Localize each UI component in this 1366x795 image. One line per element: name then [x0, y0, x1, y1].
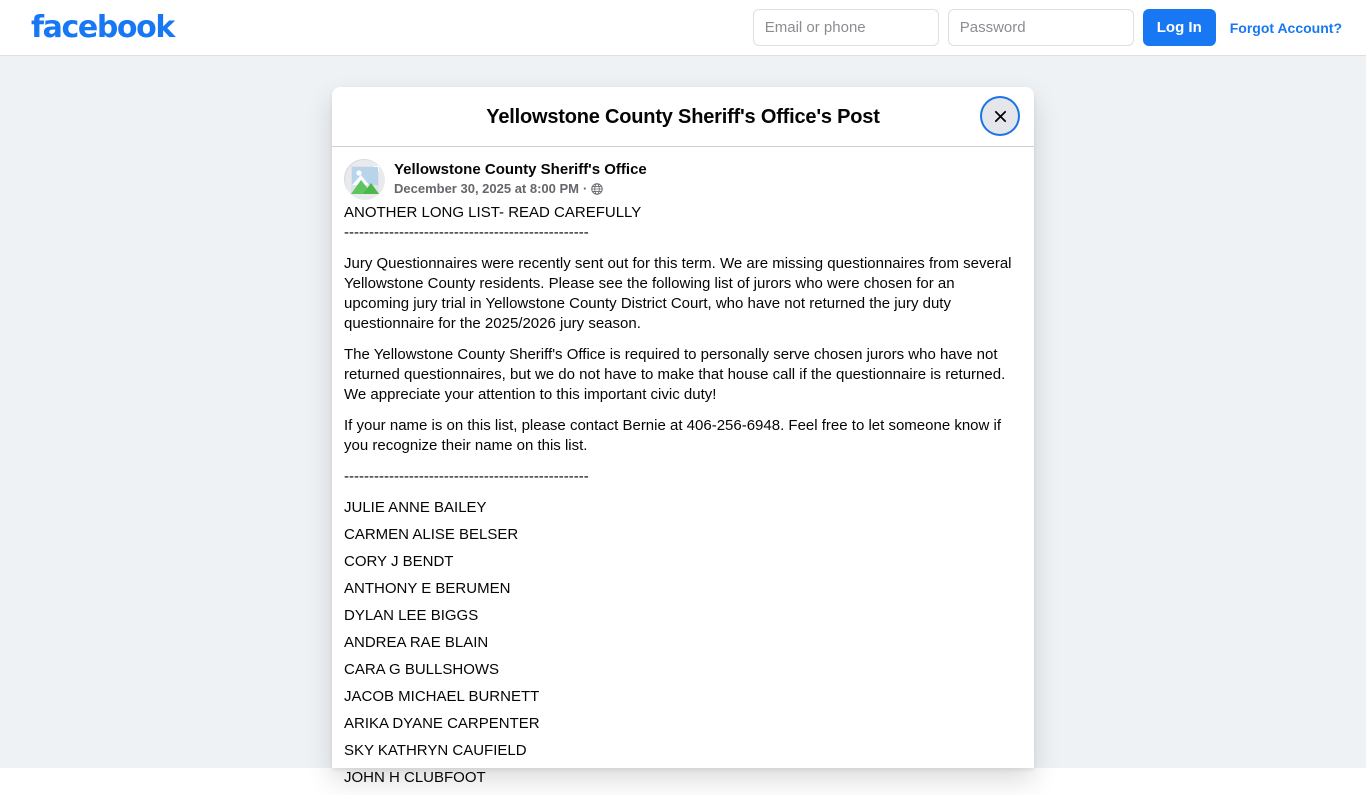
juror-name-row: ANTHONY E BERUMEN	[344, 580, 511, 597]
juror-name-row: DYLAN LEE BIGGS	[344, 607, 479, 624]
close-icon	[992, 108, 1009, 125]
avatar[interactable]	[344, 159, 384, 199]
post-container	[332, 147, 1034, 788]
post-submeta	[394, 180, 647, 197]
juror-name-row: JOHN H CLUBFOOT	[344, 769, 486, 786]
facebook-top-header	[0, 0, 1366, 56]
page-backdrop	[0, 56, 1366, 786]
post-header	[332, 159, 1034, 199]
post-modal-dialog	[332, 87, 1034, 786]
close-button[interactable]	[982, 98, 1018, 134]
email-or-phone-input[interactable]	[753, 9, 939, 46]
broken-image-placeholder-icon	[345, 160, 383, 200]
juror-name-row: CORY J BENDT	[344, 553, 454, 570]
post-paragraph-2: The Yellowstone County Sheriff's Office is required to personally serve chosen jurors who have not returned questionnaires, but we do not have to make that house call if the questionnaire is returned. We appreciate your attention to this important civic duty!	[344, 346, 1006, 403]
juror-name-row: ARIKA DYANE CARPENTER	[344, 715, 540, 732]
password-input[interactable]	[948, 9, 1134, 46]
post-meta	[394, 159, 647, 197]
modal-header	[332, 87, 1034, 147]
post-headline: ANOTHER LONG LIST- READ CAREFULLY	[344, 204, 642, 221]
juror-name-row: CARMEN ALISE BELSER	[344, 526, 519, 543]
dashed-divider-top: -------------------------------------------------	[344, 224, 589, 241]
juror-name-row: ANDREA RAE BLAIN	[344, 634, 489, 651]
juror-name-row: JULIE ANNE BAILEY	[344, 499, 487, 516]
post-author-name[interactable]: Yellowstone County Sheriff's Office	[394, 161, 647, 178]
juror-name-row: CARA G BULLSHOWS	[344, 661, 500, 678]
globe-icon[interactable]	[591, 183, 603, 195]
login-form	[753, 9, 1342, 46]
modal-title: Yellowstone County Sheriff's Office's Post	[486, 105, 880, 128]
modal-scroll-area[interactable]	[332, 147, 1034, 795]
post-paragraph-3: If your name is on this list, please contact Bernie at 406-256-6948. Feel free to let someone know if you recognize their name on this list.	[344, 417, 1002, 454]
juror-name-row: JACOB MICHAEL BURNETT	[344, 688, 540, 705]
post-body-text	[332, 203, 1034, 788]
juror-name-row: SKY KATHRYN CAUFIELD	[344, 742, 527, 759]
meta-separator-dot: ·	[583, 181, 588, 196]
facebook-logo[interactable]: facebook	[31, 10, 174, 45]
post-timestamp[interactable]: December 30, 2025 at 8:00 PM	[394, 181, 579, 196]
juror-name-list	[344, 498, 1022, 788]
log-in-button[interactable]: Log In	[1143, 9, 1216, 46]
forgot-account-link[interactable]: Forgot Account?	[1229, 19, 1342, 36]
post-paragraph-1: Jury Questionnaires were recently sent out for this term. We are missing questionnaires from several Yellowstone County residents. Please see the following list of jurors who were chosen for an upcoming jury trial in Yellowstone County District Court, who have not returned the jury duty questionnaire for the 2025/2026 jury season.	[344, 255, 1012, 332]
dashed-divider-bottom: -------------------------------------------------	[344, 468, 589, 485]
